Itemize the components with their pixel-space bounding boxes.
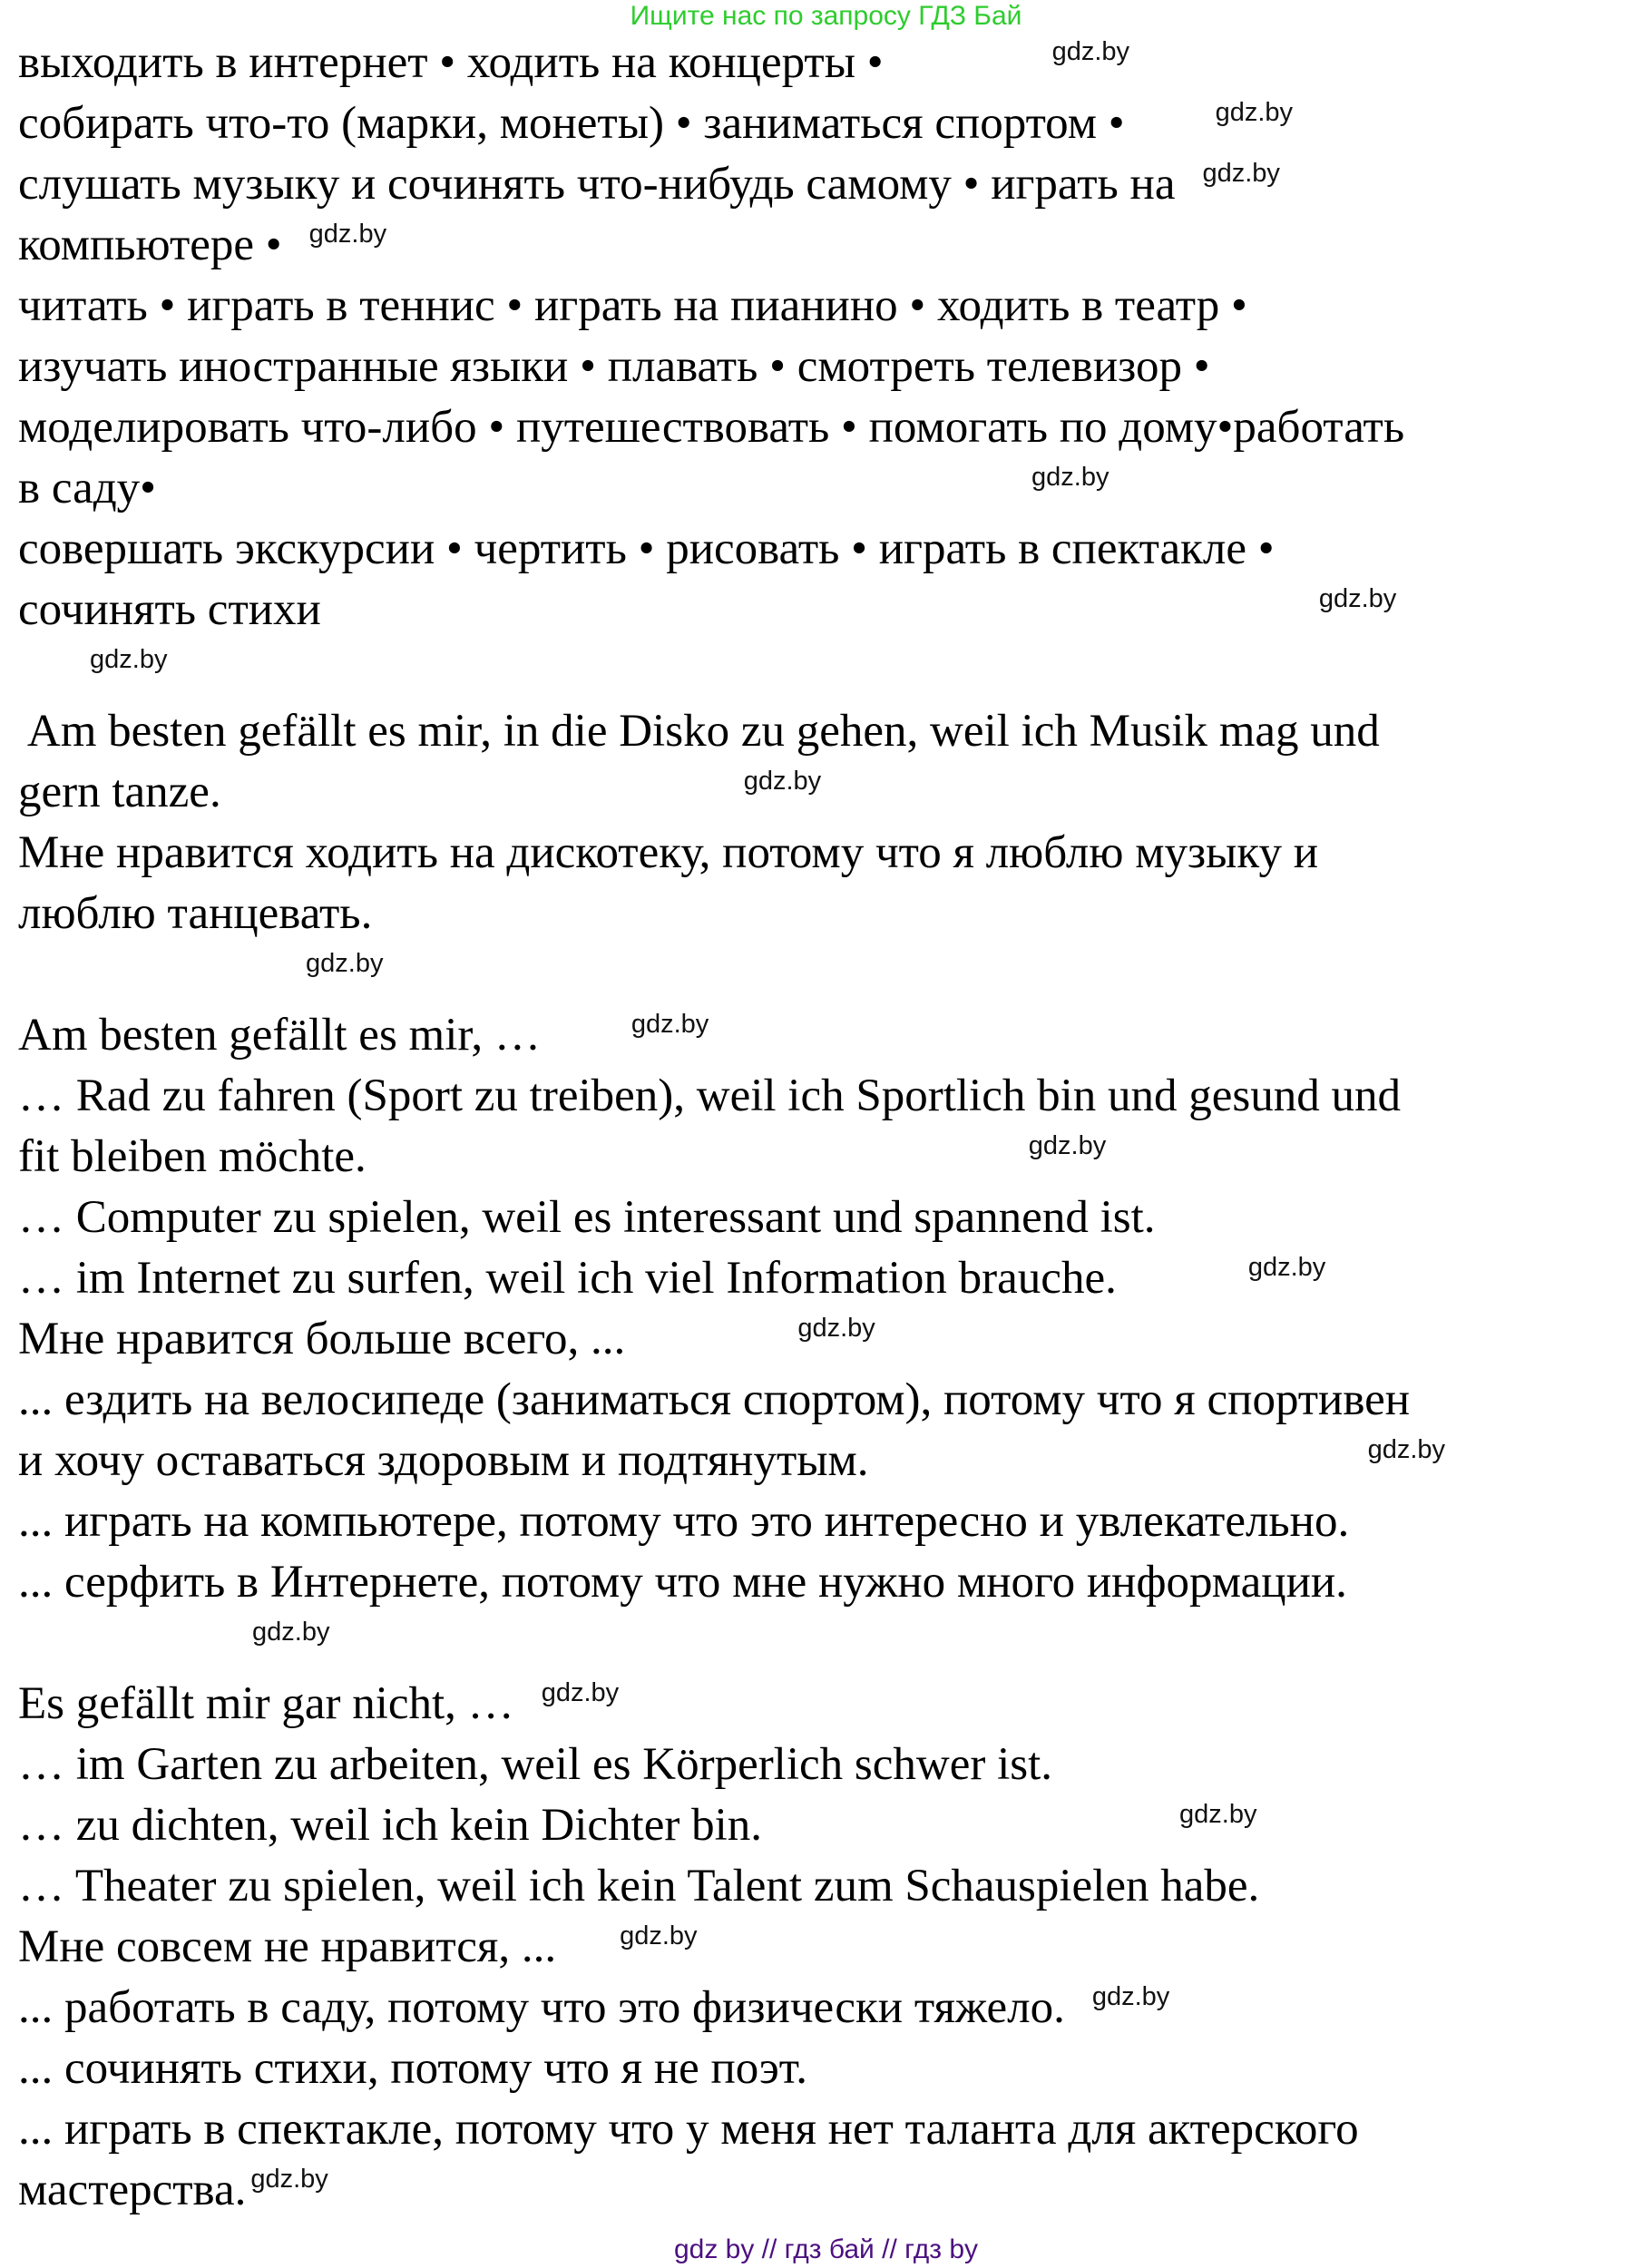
text-line-content: Мне нравится больше всего, ... — [18, 1314, 626, 1364]
watermark-text: gdz.by — [1215, 98, 1294, 127]
text-line — [18, 337, 1445, 397]
text-line — [18, 1309, 1445, 1370]
text-line — [18, 1127, 1445, 1188]
text-line — [18, 2099, 1445, 2160]
text-line-content: люблю танцевать. — [18, 888, 373, 939]
watermark-text: gdz.by — [1028, 1131, 1107, 1160]
paragraph-spacer — [18, 1613, 1445, 1674]
text-line-content: Am besten gefällt es mir, … — [18, 1010, 541, 1061]
text-line-content: Мне нравится ходить на дискотеку, потому что я люблю музыку и — [18, 827, 1318, 878]
paragraph-spacer — [18, 944, 1445, 1005]
text-line-content: Мне совсем не нравится, ... — [18, 1921, 557, 1972]
text-line — [18, 276, 1445, 337]
text-line — [18, 1735, 1445, 1795]
text-line — [18, 823, 1445, 884]
text-line-content: ... сочинять стихи, потому что я не поэт. — [18, 2043, 808, 2094]
text-line-content: собирать что-то (марки, монеты) • заниматься спортом • — [18, 98, 1125, 149]
text-line-content: мастерства. — [18, 2165, 247, 2215]
text-line — [18, 884, 1445, 944]
text-line — [18, 1552, 1445, 1613]
text-line-content: моделировать что-либо • путешествовать • помогать по дому•работать — [18, 402, 1405, 453]
text-line-content: … im Internet zu surfen, weil ich viel Information brauche. — [18, 1253, 1117, 1304]
text-line — [18, 701, 1445, 762]
text-line-content: gern tanze. — [18, 767, 221, 817]
text-line — [18, 1491, 1445, 1552]
text-line — [18, 1066, 1445, 1127]
watermark-text: gdz.by — [90, 645, 168, 674]
watermark-text: gdz.by — [1247, 1253, 1326, 1282]
text-line — [18, 397, 1445, 458]
watermark-text: gdz.by — [541, 1678, 620, 1707]
watermark-text: gdz.by — [1091, 1982, 1170, 2011]
text-line — [18, 154, 1445, 215]
text-line — [18, 1674, 1445, 1735]
text-line-content: Es gefällt mir gar nicht, … — [18, 1678, 514, 1729]
text-line-content: компьютере • — [18, 220, 282, 270]
text-line — [18, 1795, 1445, 1856]
text-line — [18, 33, 1445, 93]
text-line-content: … zu dichten, weil ich kein Dichter bin. — [18, 1800, 763, 1851]
text-line — [18, 2038, 1445, 2099]
text-line — [18, 1978, 1445, 2038]
watermark-text: gdz.by — [308, 220, 387, 249]
text-line-content: читать • играть в теннис • играть на пианино • ходить в театр • — [18, 280, 1247, 331]
text-line-content: изучать иностранные языки • плавать • смотреть телевизор • — [18, 341, 1210, 392]
text-line-content: выходить в интернет • ходить на концерты • — [18, 37, 884, 88]
watermark-text: gdz.by — [250, 2165, 328, 2194]
text-line — [18, 519, 1445, 580]
text-line-content: ... играть в спектакле, потому что у меня нет таланта для актерского — [18, 2104, 1359, 2155]
watermark-text: gdz.by — [797, 1314, 875, 1343]
text-line-content: ... играть на компьютере, потому что это интересно и увлекательно. — [18, 1496, 1350, 1547]
text-line-content: … im Garten zu arbeiten, weil es Körperlich schwer ist. — [18, 1739, 1053, 1790]
text-line-content: ... работать в саду, потому что это физически тяжело. — [18, 1982, 1065, 2033]
text-line-content: … Theater zu spielen, weil ich kein Talent zum Schauspielen habe. — [18, 1861, 1260, 1911]
text-line — [18, 1370, 1445, 1431]
text-line-content: Am besten gefällt es mir, in die Disko zu gehen, weil ich Musik mag und — [18, 706, 1380, 757]
text-line — [18, 215, 1445, 276]
text-line-content: совершать экскурсии • чертить • рисовать • играть в спектакле • — [18, 523, 1275, 574]
watermark-text: gdz.by — [1051, 37, 1130, 66]
text-line-content: ... ездить на велосипеде (заниматься спортом), потому что я спортивен — [18, 1374, 1411, 1425]
text-line-content: … Computer zu spielen, weil es interessant und spannend ist. — [18, 1192, 1156, 1243]
text-line-content: ... серфить в Интернете, потому что мне нужно много информации. — [18, 1557, 1347, 1608]
text-line-content: … Rad zu fahren (Sport zu treiben), weil ich Sportlich bin und gesund und — [18, 1070, 1401, 1121]
text-line — [18, 762, 1445, 823]
text-line-content: fit bleiben möchte. — [18, 1131, 367, 1182]
paragraph-spacer — [18, 640, 1445, 701]
text-line — [18, 1917, 1445, 1978]
text-line — [18, 1188, 1445, 1248]
watermark-text: gdz.by — [306, 949, 384, 978]
watermark-text: gdz.by — [252, 1618, 330, 1647]
text-line — [18, 1005, 1445, 1066]
text-line — [18, 1248, 1445, 1309]
watermark-text: gdz.by — [620, 1921, 698, 1950]
watermark-text: gdz.by — [630, 1010, 709, 1039]
text-line — [18, 580, 1445, 640]
watermark-text: gdz.by — [1202, 159, 1280, 188]
text-line-content: слушать музыку и сочинять что-нибудь самому • играть на — [18, 159, 1176, 210]
watermark-text: gdz.by — [1318, 584, 1397, 613]
text-line-content: и хочу оставаться здоровым и подтянутым. — [18, 1435, 869, 1486]
header-banner: Ищите нас по запросу ГДЗ Бай — [630, 1, 1022, 31]
watermark-text: gdz.by — [743, 767, 822, 796]
watermark-text: gdz.by — [1367, 1435, 1446, 1464]
text-line-content: в саду• — [18, 463, 157, 513]
text-line — [18, 458, 1445, 519]
text-line — [18, 93, 1445, 154]
footer-banner: gdz by // гдз бай // гдз by — [673, 2234, 979, 2264]
text-line — [18, 2160, 1445, 2221]
text-line — [18, 1431, 1445, 1491]
text-line — [18, 1856, 1445, 1917]
document-text — [18, 33, 1445, 2221]
watermark-text: gdz.by — [1031, 463, 1109, 492]
text-line-content: сочинять стихи — [18, 584, 321, 635]
watermark-text: gdz.by — [1179, 1800, 1257, 1829]
